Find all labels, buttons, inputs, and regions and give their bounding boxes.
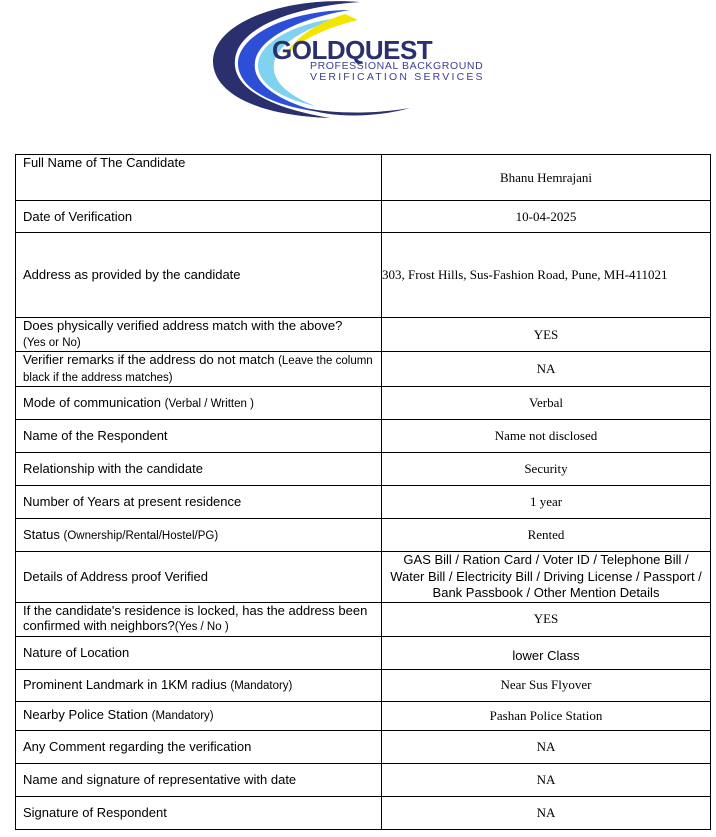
row-label: Nearby Police Station (Mandatory) (16, 701, 382, 730)
row-value: NA (382, 796, 711, 829)
table-row (16, 636, 711, 669)
logo-tagline-1: PROFESSIONAL BACKGROUND (310, 60, 484, 72)
row-label: Details of Address proof Verified (16, 552, 382, 603)
table-row (16, 352, 711, 387)
table-row (16, 669, 711, 701)
logo-tagline-2: VERIFICATION SERVICES (310, 71, 485, 83)
row-value: Bhanu Hemrajani (382, 155, 711, 201)
row-value: Verbal (382, 387, 711, 420)
row-value: Security (382, 453, 711, 486)
row-value: YES (382, 602, 711, 636)
table-row (16, 730, 711, 763)
row-label: Nature of Location (16, 636, 382, 669)
row-label: Address as provided by the candidate (16, 233, 382, 318)
row-label: Does physically verified address match with the above? (Yes or No) (16, 318, 382, 352)
row-value: Pashan Police Station (382, 701, 711, 730)
table-row (16, 701, 711, 730)
row-label: Mode of communication (Verbal / Written ) (16, 387, 382, 420)
company-logo (210, 0, 515, 120)
row-label: Full Name of The Candidate (16, 155, 382, 201)
row-label: Prominent Landmark in 1KM radius (Mandatory) (16, 669, 382, 701)
table-row (16, 519, 711, 552)
row-value: YES (382, 318, 711, 352)
row-value: GAS Bill / Ration Card / Voter ID / Telephone Bill / Water Bill / Electricity Bill / Driving License / Passport / Bank Passbook / Other Mention Details (382, 552, 711, 603)
table-row (16, 233, 711, 318)
table-row (16, 318, 711, 352)
table-row (16, 796, 711, 829)
row-value: Name not disclosed (382, 420, 711, 453)
row-value: NA (382, 763, 711, 796)
row-label: Relationship with the candidate (16, 453, 382, 486)
row-value: 10-04-2025 (382, 201, 711, 233)
row-value: NA (382, 730, 711, 763)
row-value: lower Class (382, 636, 711, 669)
row-value: NA (382, 352, 711, 387)
table-row (16, 602, 711, 636)
row-value: 1 year (382, 486, 711, 519)
logo-wordmark: GOLDQUEST (272, 35, 433, 65)
row-label: Name and signature of representative with date (16, 763, 382, 796)
verification-table (15, 154, 711, 830)
table-row (16, 420, 711, 453)
table-row (16, 763, 711, 796)
table-row (16, 486, 711, 519)
table-row (16, 453, 711, 486)
table-row (16, 155, 711, 201)
row-label: Signature of Respondent (16, 796, 382, 829)
table-row (16, 387, 711, 420)
row-value: Near Sus Flyover (382, 669, 711, 701)
row-label: Number of Years at present residence (16, 486, 382, 519)
row-label: Any Comment regarding the verification (16, 730, 382, 763)
row-label: Date of Verification (16, 201, 382, 233)
table-row (16, 552, 711, 603)
row-label: Name of the Respondent (16, 420, 382, 453)
row-value: Rented (382, 519, 711, 552)
row-label: Status (Ownership/Rental/Hostel/PG) (16, 519, 382, 552)
row-label: If the candidate's residence is locked, has the address been confirmed with neighbors?(Yes / No ) (16, 602, 382, 636)
row-label: Verifier remarks if the address do not match (Leave the column black if the address matches) (16, 352, 382, 387)
row-value: 303, Frost Hills, Sus-Fashion Road, Pune, MH-411021 (382, 233, 711, 318)
table-row (16, 201, 711, 233)
